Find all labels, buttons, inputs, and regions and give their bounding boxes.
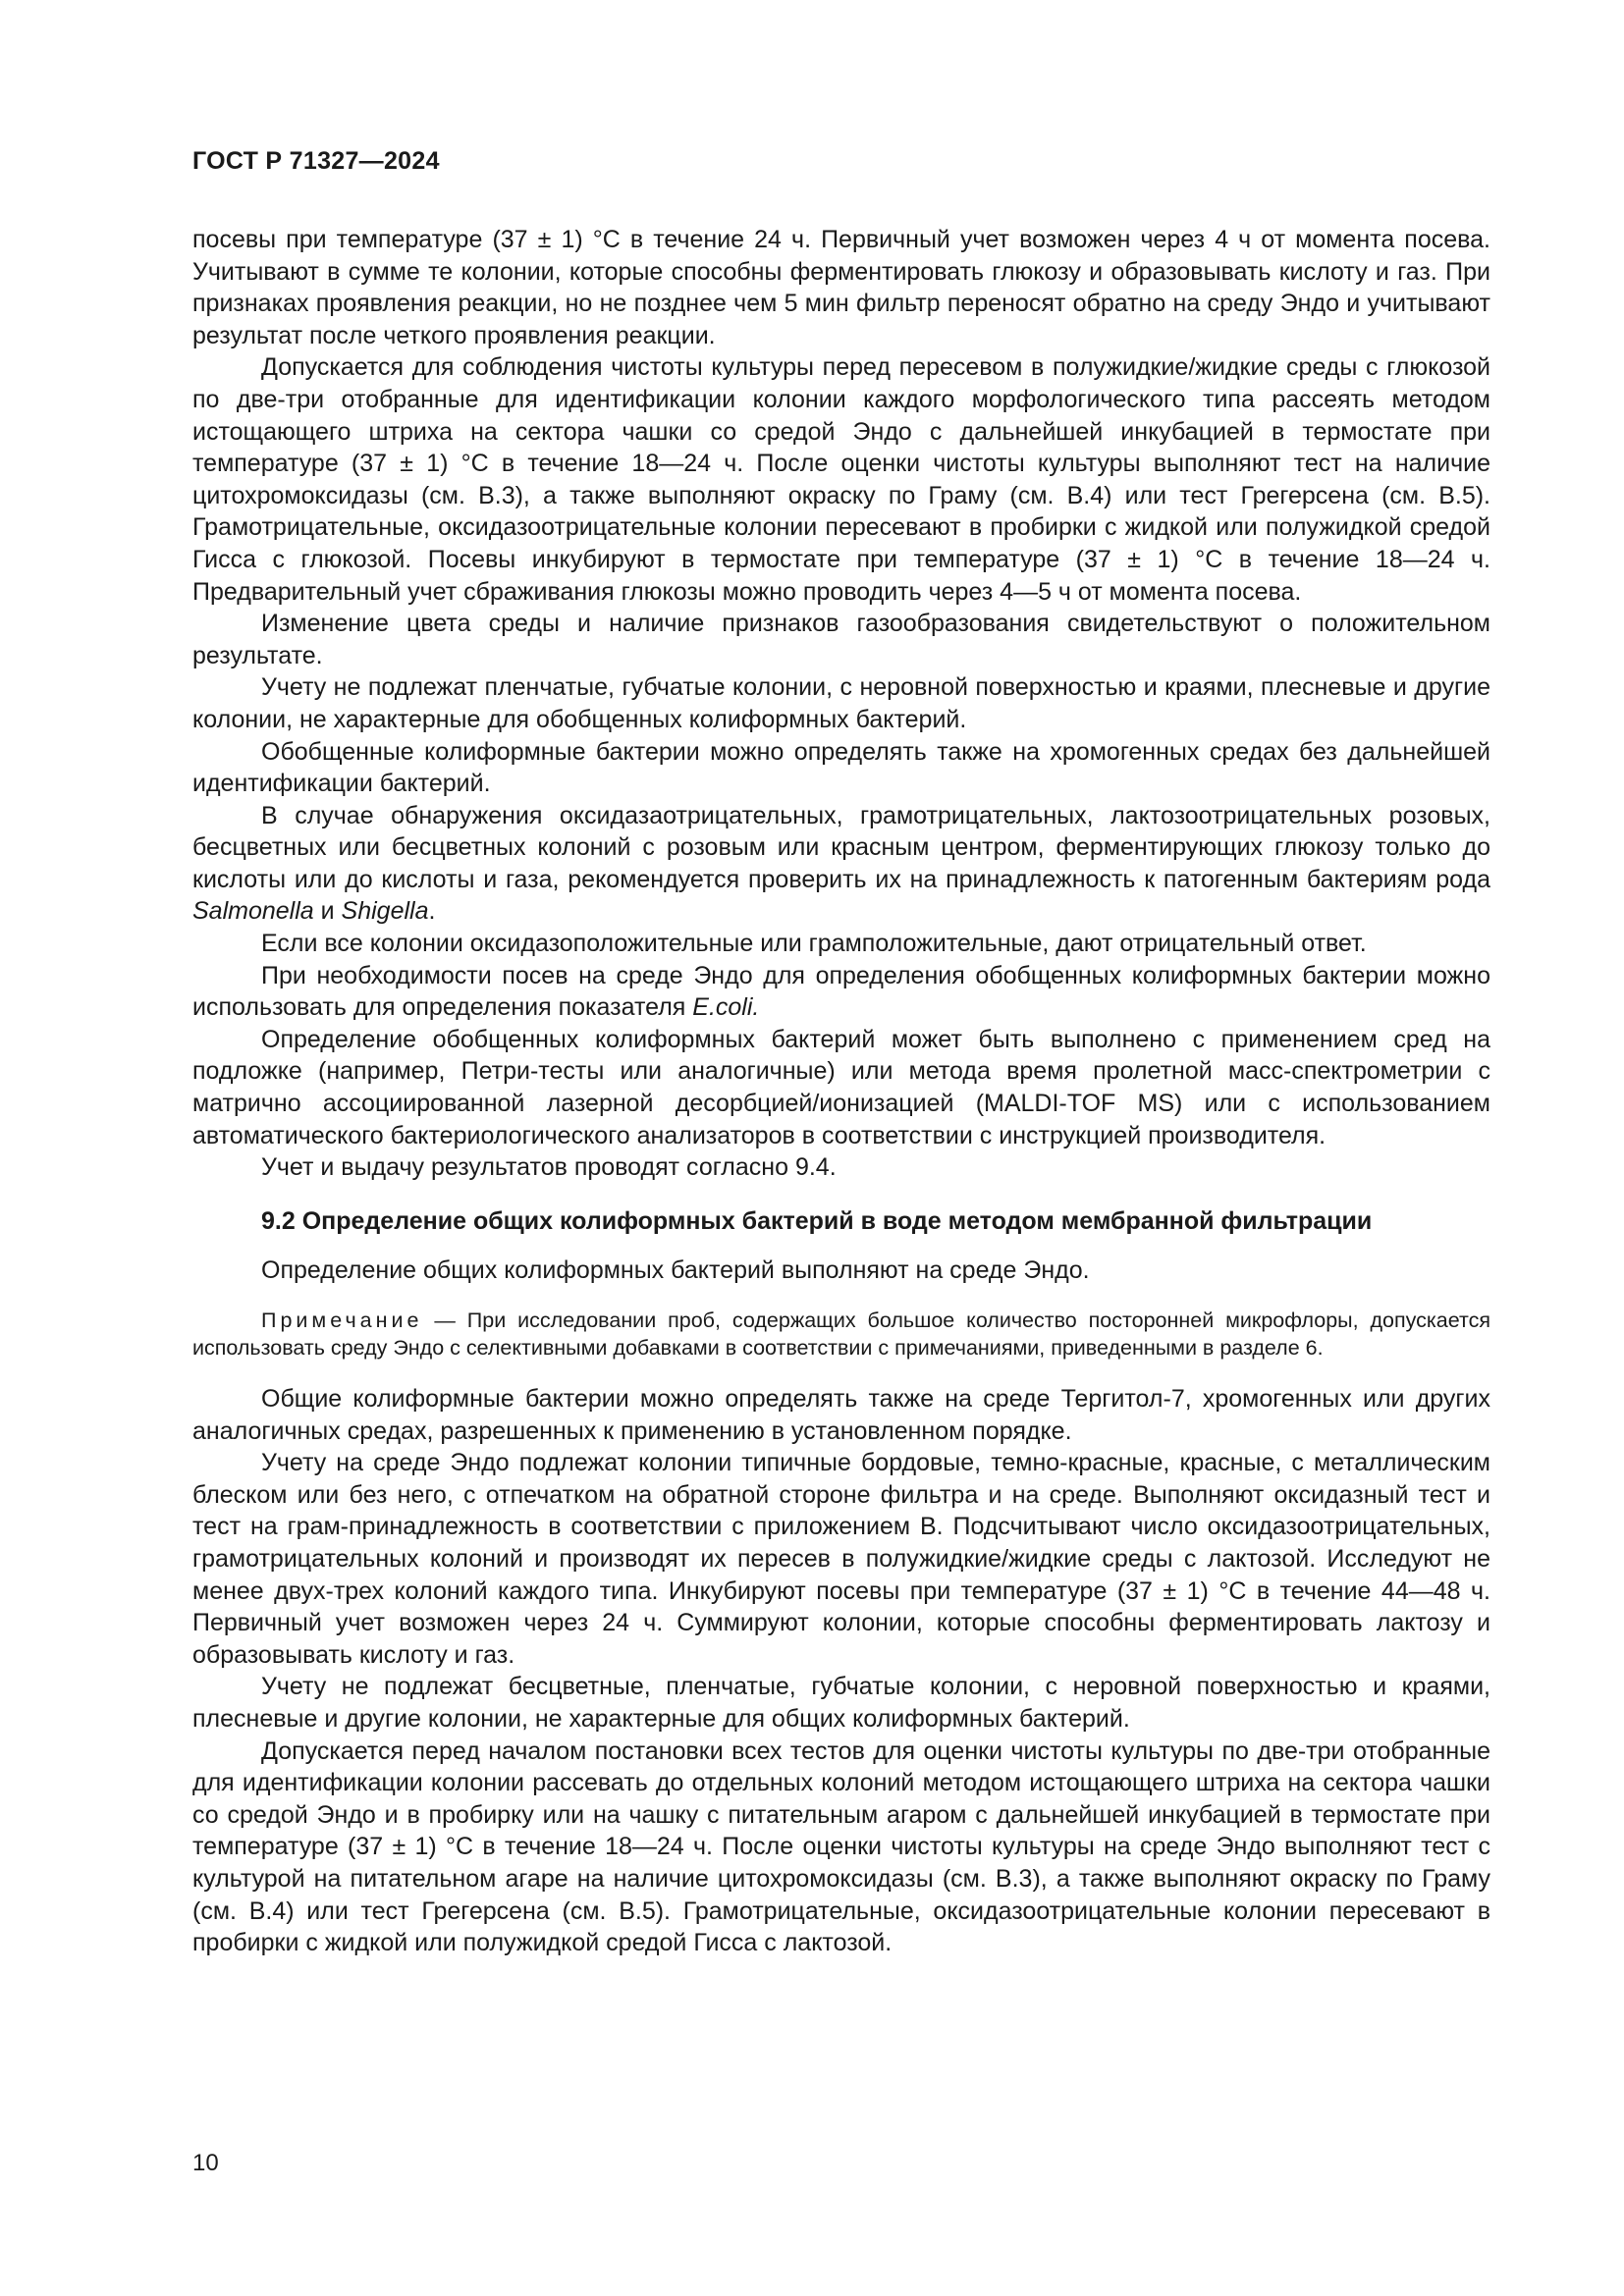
section-paragraph-4: Допускается перед началом постановки всех тестов для оценки чистоты культуры по две-три отобранные для идентификации колонии рассевать до отдельных колоний методом истощающего штриха на сектора чашки со средой Эндо и в пробирку или на чашку с питательным агаром с дальнейшей инкубацией в термостате при температуре (37 ± 1) °С в течение 18—24 ч. После оценки чистоты культуры на среде Эндо выполняют тест с культурой на питательном агаре на наличие цитохромоксидазы (см. В.3), а также выполняют окраску по Граму (см. В.4) или тест Грегерсена (см. В.5). Грамотрицательные, оксидазоотрицательные колонии пересевают в пробирки с жидкой или полужидкой средой Гисса с лактозой. — [192, 1736, 1490, 1957]
paragraph-3: Изменение цвета среды и наличие признаков газообразования свидетельствуют о положительном результате. — [192, 610, 1490, 669]
note-label: Примечание — [261, 1308, 423, 1332]
paragraph-7: Если все колонии оксидазоположительные или грамположительные, дают отрицательный ответ. — [261, 930, 1367, 958]
paragraph-8 — [192, 960, 1490, 1024]
document-header: ГОСТ Р 71327—2024 — [192, 147, 440, 175]
page-number: 10 — [192, 2150, 219, 2176]
paragraph-5: Обобщенные колиформные бактерии можно определять также на хромогенных средах без дальнейшей идентификации бактерий. — [192, 737, 1490, 798]
document-body — [192, 224, 1490, 1959]
paragraph-6-end: . — [428, 897, 436, 926]
species-ecoli: E.coli. — [692, 993, 760, 1022]
paragraph-2: Допускается для соблюдения чистоты культуры перед пересевом в полужидкие/жидкие среды с глюкозой по две-три отобранные для идентификации колонии каждого морфологического типа рассеять методом истощающего штриха на сектора чашки со средой Эндо с дальнейшей инкубацией в термостате при температуре (37 ± 1) °С в течение 18—24 ч. После оценки чистоты культуры выполняют тест на наличие цитохромоксидазы (см. В.3), а также выполняют окраску по Граму (см. В.4) или тест Грегерсена (см. В.5). Грамотрицательные, оксидазоотрицательные колонии пересевают в пробирки с жидкой или полужидкой средой Гисса с глюкозой. Посевы инкубируют в термостате при температуре (37 ± 1) °С в течение 18—24 ч. Предварительный учет сбраживания глюкозы можно проводить через 4—5 ч от момента посева. — [192, 353, 1490, 606]
paragraph-4: Учету не подлежат пленчатые, губчатые колонии, с неровной поверхностью и краями, плесневые и другие колонии, не характерные для обобщенных колиформных бактерий. — [192, 673, 1490, 733]
paragraph-9: Определение обобщенных колиформных бактерий может быть выполнено с применением сред на подложке (например, Петри-тесты или аналогичные) или метода время пролетной масс-спектрометрии с матрично ассоциированной лазерной десорбцией/ионизацией (MALDI-TOF MS) или с использованием автоматического бактериологического анализаторов в соответствии с инструкцией производителя. — [192, 1025, 1490, 1149]
section-intro: Определение общих колиформных бактерий выполняют на среде Эндо. — [261, 1256, 1090, 1285]
note — [192, 1307, 1490, 1362]
genus-salmonella: Salmonella — [192, 897, 314, 926]
paragraph-6 — [192, 800, 1490, 928]
paragraph-8-text: При необходимости посев на среде Эндо для определения обобщенных колиформных бактерии можно использовать для определения показателя — [192, 961, 1490, 1022]
section-paragraph-2: Учету на среде Эндо подлежат колонии типичные бордовые, темно-красные, красные, с металлическим блеском или без него, с отпечатком на обратной стороне фильтра и на среде. Выполняют оксидазный тест и тест на грам-принадлежность в соответствии с приложением В. Подсчитывают число оксидазоотрицательных, грамотрицательных колоний и производят их пересев в полужидкие/жидкие среды с лактозой. Исследуют не менее двух-трех колоний каждого типа. Инкубируют посевы при температуре (37 ± 1) °С в течение 44—48 ч. Первичный учет возможен через 24 ч. Суммируют колонии, которые способны ферментировать лактозу и образовывать кислоту и газ. — [192, 1449, 1490, 1669]
genus-shigella: Shigella — [341, 897, 429, 926]
paragraph-6-conj: и — [313, 897, 342, 926]
paragraph-6-text: В случае обнаружения оксидазаотрицательных, грамотрицательных, лактозоотрицательных розовых, бесцветных или бесцветных колоний с розовым или красным центром, ферментирующих глюкозу только до кислоты или до кислоты и газа, рекомендуется проверить их на принадлежность к патогенным бактериям рода — [192, 801, 1490, 893]
paragraph-10: Учет и выдачу результатов проводят согласно 9.4. — [261, 1153, 837, 1182]
section-title-9-2: 9.2 Определение общих колиформных бактерий в воде методом мембранной фильтрации — [261, 1206, 1373, 1235]
note-text: — При исследовании проб, содержащих большое количество посторонней микрофлоры, допускается использовать среду Эндо с селективными добавками в соответствии с примечаниями, приведенными в разделе 6. — [192, 1308, 1490, 1360]
section-paragraph-1: Общие колиформные бактерии можно определять также на среде Тергитол-7, хромогенных или других аналогичных средах, разрешенных к применению в установленном порядке. — [192, 1385, 1490, 1445]
section-paragraph-3: Учету не подлежат бесцветные, пленчатые, губчатые колонии, с неровной поверхностью и краями, плесневые и другие колонии, не характерные для общих колиформных бактерий. — [192, 1673, 1490, 1733]
paragraph-1: посевы при температуре (37 ± 1) °С в течение 24 ч. Первичный учет возможен через 4 ч от момента посева. Учитывают в сумме те колонии, которые способны ферментировать глюкозу и образовывать кислоту и газ. При признаках проявления реакции, но не позднее чем 5 мин фильтр переносят обратно на среду Эндо и учитывают результат после четкого проявления реакции. — [192, 226, 1490, 349]
